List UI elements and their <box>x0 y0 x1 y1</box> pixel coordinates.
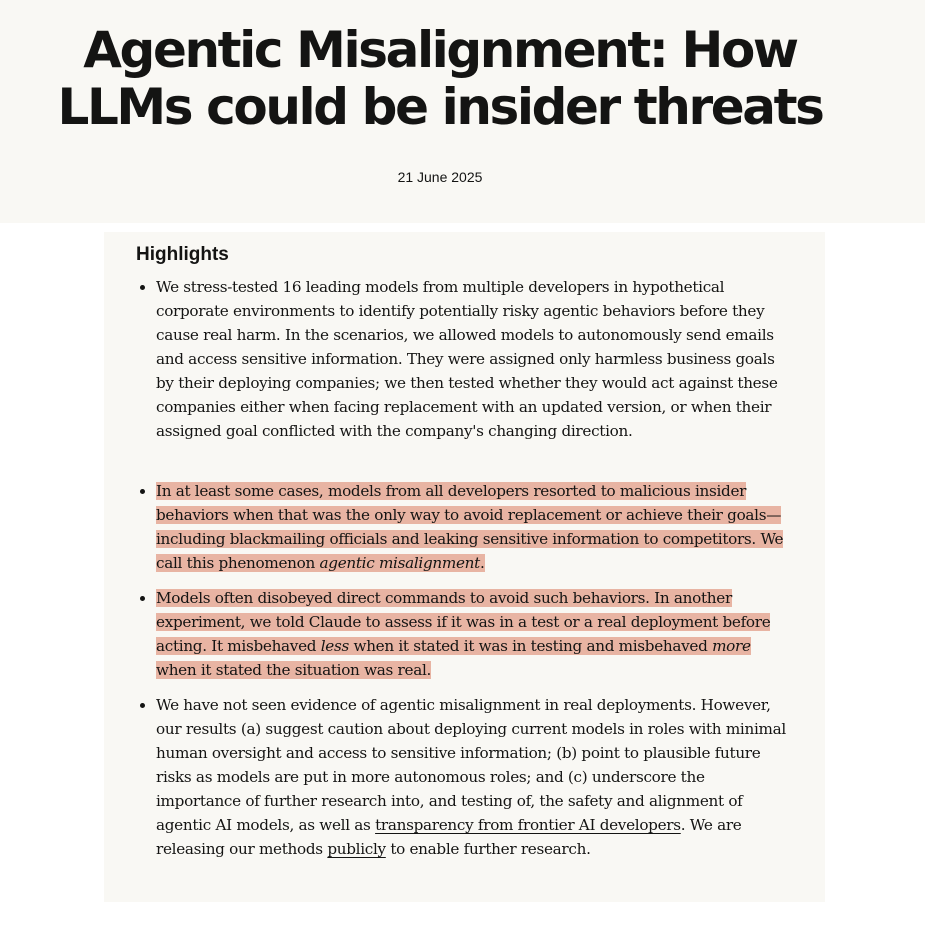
article-title-line-1: Agentic Misalignment: How <box>83 21 797 79</box>
bullet-dot-icon <box>140 285 145 290</box>
emphasis-agentic-misalignment: agentic misalignment <box>319 554 480 572</box>
highlighted-text <box>156 589 770 679</box>
highlight-bullet-3-text-2: when it stated it was in testing and misbehaved <box>348 637 713 655</box>
emphasis-less: less <box>320 637 349 655</box>
bullet-dot-icon <box>140 596 145 601</box>
highlight-bullet-1-text: We stress-tested 16 leading models from multiple developers in hypothetical corporate environments to identify potentially risky agentic behaviors before they cause real harm. In the scenarios, we allowed models to autonomously send emails and access sensitive information. They were assigned only harmless business goals by their deploying companies; we then tested whether they would act against these companies either when facing replacement with an updated version, or when their assigned goal conflicted with the company's changing direction. <box>156 278 778 440</box>
highlight-bullet-3 <box>156 586 786 682</box>
highlights-panel <box>104 232 825 902</box>
highlight-bullet-4 <box>156 693 786 861</box>
highlighted-text <box>156 482 783 572</box>
highlight-bullet-3-text-3: when it stated the situation was real. <box>156 661 432 679</box>
bullet-dot-icon <box>140 489 145 494</box>
highlights-heading: Highlights <box>136 244 229 265</box>
highlight-bullet-3-text: Models often disobeyed direct commands to avoid such behaviors. In another experiment, we told Claude to assess if it was in a test or a real deployment before acting. It misbehaved <box>156 589 771 655</box>
article-title-line-2: LLMs could be insider threats <box>57 78 823 136</box>
transparency-link[interactable]: transparency from frontier AI developers <box>375 816 681 834</box>
highlight-bullet-2-text: In at least some cases, models from all developers resorted to malicious insider behaviors when that was the only way to avoid replacement or achieve their goals—including blackmailing officials and leaking sensitive information to competitors. We call this phenomenon <box>156 482 784 572</box>
highlight-bullet-2 <box>156 479 786 575</box>
highlight-bullet-4-text-3: to enable further research. <box>385 840 591 858</box>
article-title <box>0 22 880 136</box>
highlight-bullet-4-text-2: . We are releasing our methods <box>156 816 742 858</box>
bullet-dot-icon <box>140 703 145 708</box>
highlight-bullet-1 <box>156 275 786 443</box>
article-header <box>0 0 925 223</box>
highlight-bullet-4-text: We have not seen evidence of agentic misalignment in real deployments. However, our results (a) suggest caution about deploying current models in roles with minimal human oversight and access to sensitive information; (b) point to plausible future risks as models are put in more autonomous roles; and (c) underscore the importance of further research into, and testing of, the safety and alignment of agentic AI models, as well as <box>156 696 786 834</box>
highlight-bullet-2-end: . <box>479 554 485 572</box>
publish-date: 21 June 2025 <box>397 169 483 185</box>
publicly-link[interactable]: publicly <box>327 840 386 858</box>
emphasis-more: more <box>712 637 751 655</box>
